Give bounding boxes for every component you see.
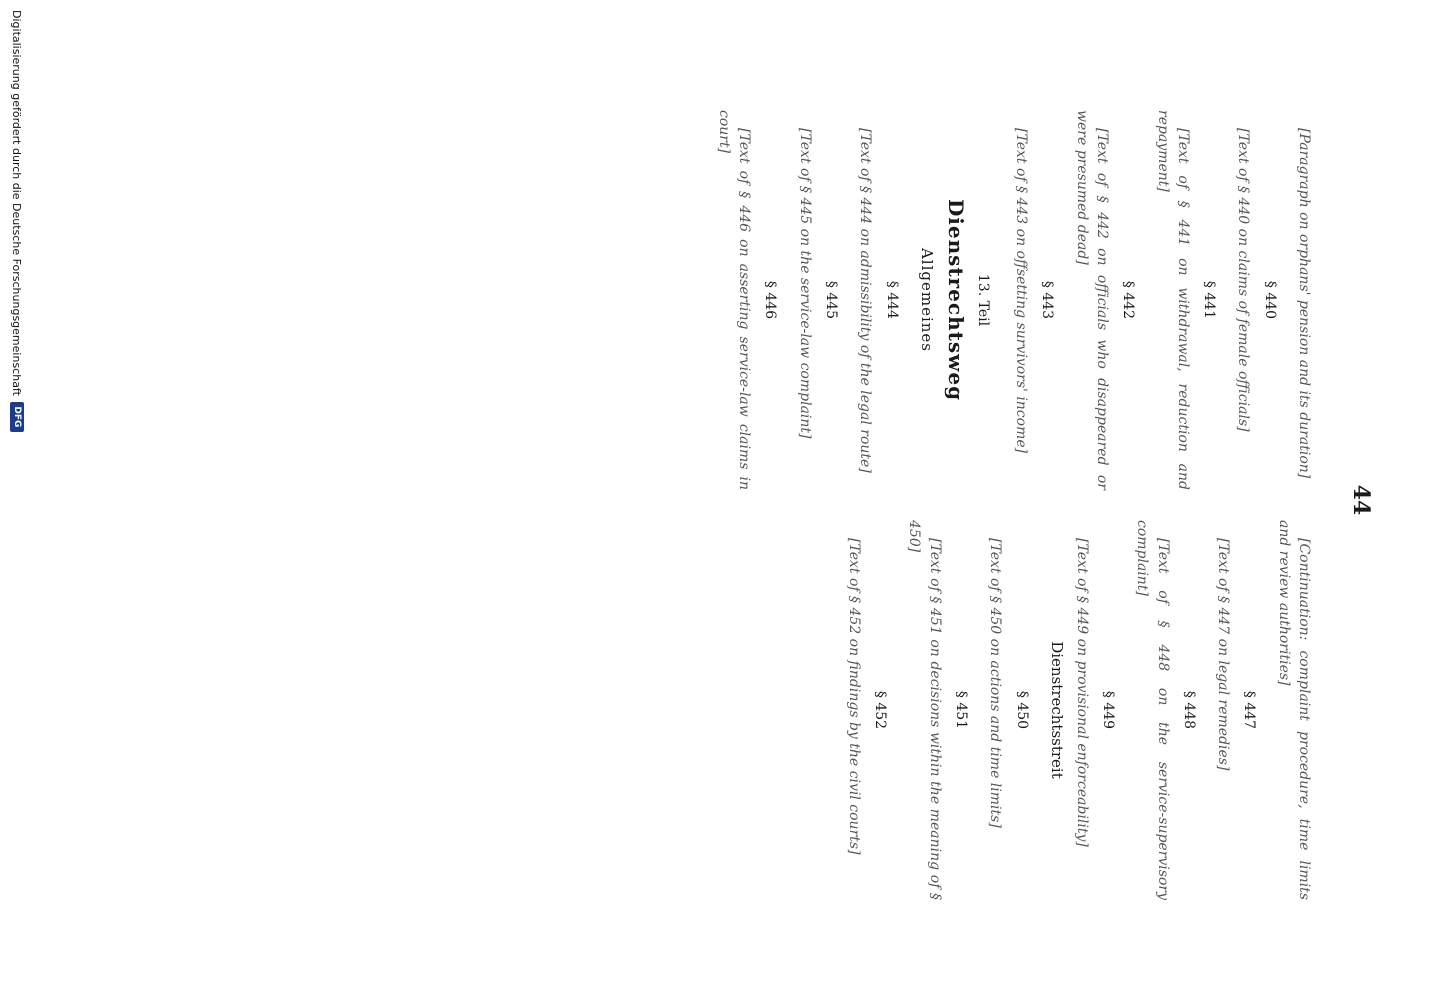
section-441-text: [Text of § 441 on withdrawal, reduction and repayment] [1154,110,1191,490]
section-452-heading: § 452 [872,690,889,730]
section-451-heading: § 451 [952,690,969,730]
part-13-title: Dienstrechtsweg [944,198,969,402]
section-440-text: [Text of § 440 on claims of female officials] [1235,128,1252,432]
section-450-text: [Text of § 450 on actions and time limits] [987,538,1004,828]
dfg-logo: DFG [10,402,24,432]
section-446-text: [Text of § 446 on asserting service-law claims in court] [715,110,753,490]
right-opening-paragraph: [Continuation: complaint procedure, time limits and review authorities] [1275,520,1312,900]
page-number: 44 [1348,484,1374,516]
section-441-heading: § 441 [1201,280,1218,320]
digitization-credit-text: Digitalisierung gefördert durch die Deutsche Forschungsgemeinschaft [10,10,24,396]
section-448-heading: § 448 [1180,690,1197,730]
section-444-text: [Text of § 444 on admissibility of the legal route] [857,128,874,473]
section-446-heading: § 446 [762,280,779,320]
part-13-label: 13. Teil [974,273,991,327]
digitization-credit [6,0,28,1000]
section-445-heading: § 445 [823,280,840,320]
section-447-heading: § 447 [1241,690,1258,730]
section-448-text: [Text of § 448 on the service-supervisory complaint] [1134,520,1171,900]
section-443-heading: § 443 [1039,280,1056,320]
dispute-heading: Dienstrechtsstreit [1048,641,1067,779]
part-13-subtitle: Allgemeines [918,247,937,353]
section-443-text: [Text of § 443 on offsetting survivors' income] [1013,128,1030,454]
section-445-text: [Text of § 445 on the service-law complaint] [796,128,813,439]
section-452-text: [Text of § 452 on findings by the civil courts] [845,538,862,855]
section-442-text: [Text of § 442 on officials who disappeared or were presumed dead] [1073,110,1110,490]
section-449-heading: § 449 [1099,690,1116,730]
section-442-heading: § 442 [1120,280,1137,320]
section-447-text: [Text of § 447 on legal remedies] [1215,538,1232,771]
section-444-heading: § 444 [883,280,900,320]
left-opening-paragraph: [Paragraph on orphans' pension and its duration] [1296,128,1312,479]
section-451-text: [Text of § 451 on decisions within the meaning of § 450] [906,520,943,900]
section-450-heading: § 450 [1013,690,1030,730]
section-449-text: [Text of § 449 on provisional enforceability] [1073,538,1090,847]
right-column [840,520,1315,900]
section-440-heading: § 440 [1261,280,1278,320]
left-column [710,110,1314,490]
